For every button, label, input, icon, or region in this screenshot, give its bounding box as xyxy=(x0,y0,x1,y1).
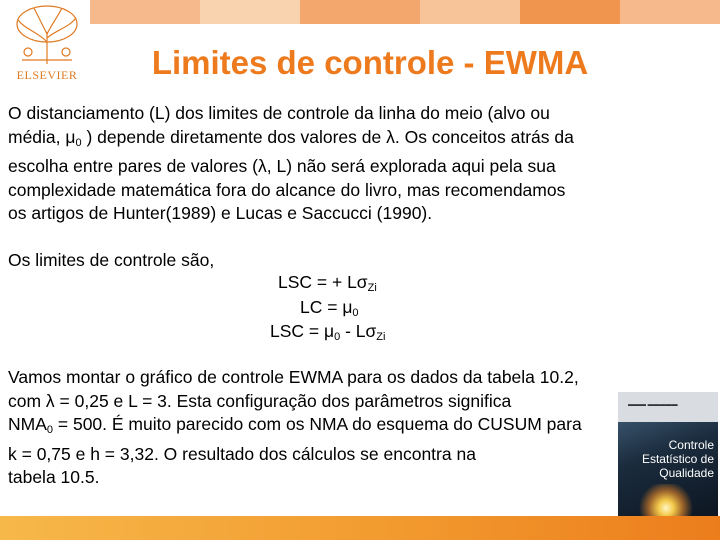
formula-lsc-lower: LSC = $\mu_0 - L\sigma_{Zi}$ xyxy=(270,321,386,343)
text-line: Vamos montar o gráfico de controle EWMA para os dados da tabela 10.2, xyxy=(8,367,579,387)
text-line: os artigos de Hunter(1989) e Lucas e Saccucci (1990). xyxy=(8,203,433,223)
top-banner xyxy=(0,0,720,24)
text-line: média, $\mu_0$ ) depende diretamente dos valores de λ. Os conceitos atrás da xyxy=(8,126,574,149)
bottom-banner xyxy=(0,516,720,540)
intro-paragraph xyxy=(8,102,574,226)
book-cover-title: Controle Estatístico de Qualidade xyxy=(641,438,714,480)
elsevier-tree-icon xyxy=(8,2,86,66)
elsevier-logo xyxy=(4,0,90,88)
text-line: com λ = 0,25 e L = 3. Esta configuração dos parâmetros significa xyxy=(8,390,512,411)
book-cover-author: ▬▬▬ ▬▬▬▬▬ xyxy=(628,402,678,408)
text-line: escolha entre pares de valores (λ, L) não será explorada aqui pela sua xyxy=(8,156,556,176)
text-line: tabela 10.5. xyxy=(8,467,100,487)
closing-paragraph xyxy=(8,366,582,490)
logo-text: ELSEVIER xyxy=(16,68,78,82)
book-cover-image xyxy=(618,392,718,524)
formula-lsc-upper: LSC = + $L\sigma_{Zi}$ xyxy=(278,272,377,294)
text-line: O distanciamento (L) dos limites de controle da linha do meio (alvo ou xyxy=(8,103,550,123)
text-line: k = 0,75 e h = 3,32. O resultado dos cálculos se encontra na xyxy=(8,443,476,464)
slide-title: Limites de controle - EWMA xyxy=(151,44,589,81)
text-line: $NMA_0 = 500$. É muito parecido com os NMA do esquema do CUSUM para xyxy=(8,414,582,436)
text-line: complexidade matemática fora do alcance do livro, mas recomendamos xyxy=(8,179,566,200)
formula-lc: LC = $\mu_0$ xyxy=(300,297,359,319)
limits-intro: Os limites de controle são, xyxy=(8,250,215,270)
